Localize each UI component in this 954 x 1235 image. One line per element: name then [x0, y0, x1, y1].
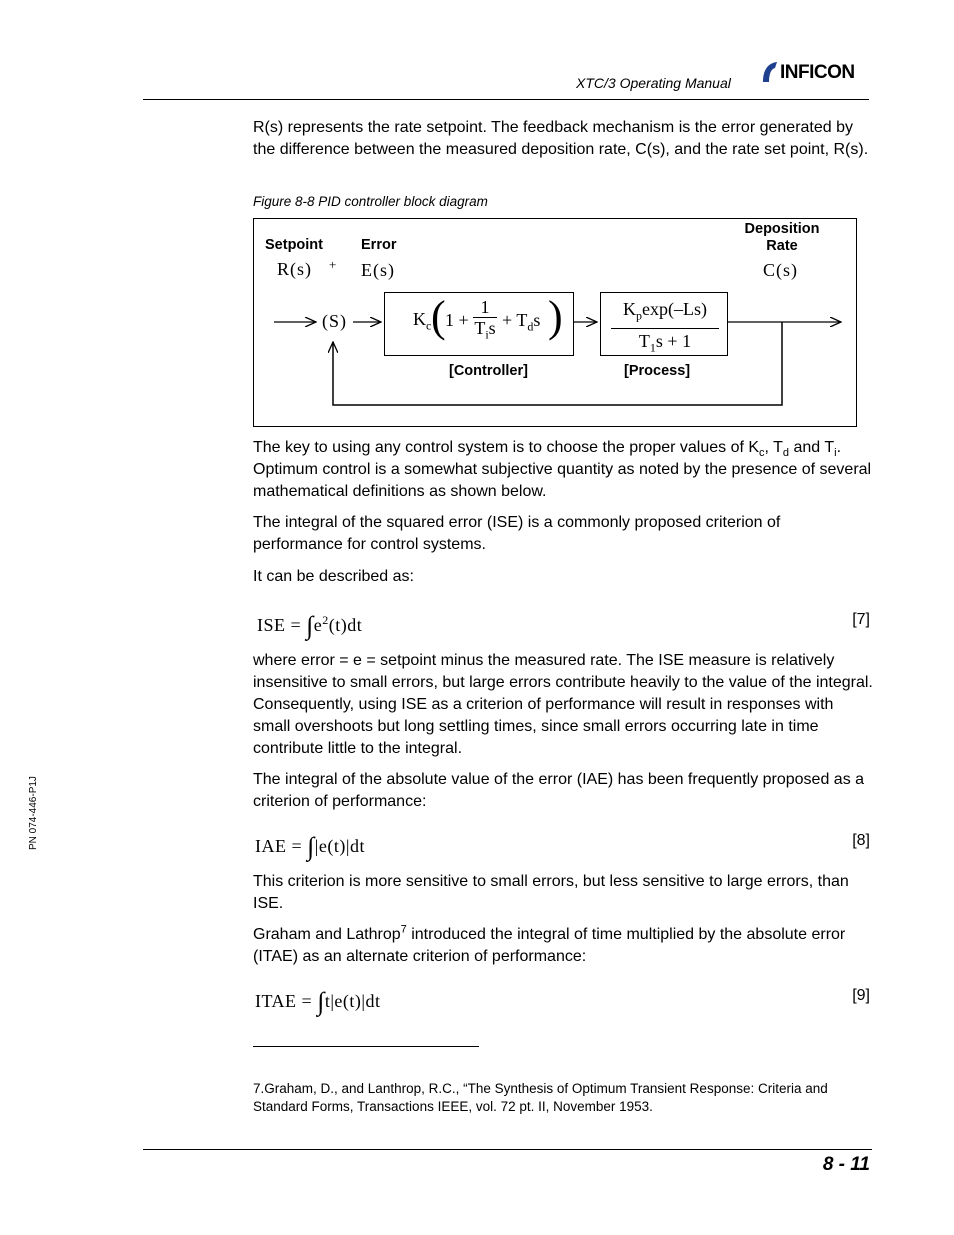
- controller-label: [Controller]: [449, 363, 528, 379]
- controller-formula: $K_c$: [413, 309, 432, 333]
- intro-paragraph: R(s) represents the rate setpoint. The feedback mechanism is the error generated by the difference between the measured deposition rate, C(s), and the rate set point, R(s).: [253, 119, 869, 158]
- footer-rule: [143, 1149, 872, 1150]
- process-block: [600, 292, 728, 356]
- c-of-s: C(s): [763, 260, 798, 280]
- e-of-s: E(s): [361, 260, 395, 280]
- td-term: + $T_ds$: [502, 310, 541, 334]
- footnote-rule: [253, 1046, 479, 1047]
- r-of-s: R(s): [277, 259, 312, 279]
- pid-block-diagram: [253, 218, 857, 427]
- described-as-paragraph: It can be described as:: [253, 568, 414, 585]
- figure-caption: Figure 8-8 PID controller block diagram: [253, 194, 488, 209]
- inficon-logo-icon: [760, 60, 780, 84]
- deposition-label-line1: Deposition: [744, 221, 820, 237]
- deposition-label-line2: Rate: [766, 238, 798, 254]
- controller-block: [384, 292, 574, 356]
- iae-explanation-paragraph: This criterion is more sensitive to small errors, but less sensitive to large errors, than ISE.: [253, 873, 849, 912]
- part-number-side-text: PN 074-446-P1J: [28, 776, 39, 850]
- left-paren: (: [431, 292, 446, 341]
- page-number: 8 - 11: [822, 1154, 870, 1175]
- process-formula: $K_p\exp(-Ls)$ $T_1s + 1$: [611, 297, 719, 359]
- ise-intro-paragraph: The integral of the squared error (ISE) is a commonly proposed criterion of performance for control systems.: [253, 514, 781, 553]
- inficon-logo: [760, 60, 872, 86]
- equation-8: IAE = ∫|e(t)|dt: [255, 832, 365, 861]
- equation-8-number: [8]: [852, 832, 870, 849]
- one-plus: 1 +: [445, 310, 469, 330]
- plus-sign: +: [329, 257, 338, 272]
- equation-9-number: [9]: [852, 987, 870, 1004]
- error-label: Error: [361, 237, 397, 253]
- summing-node: (S): [322, 311, 347, 331]
- manual-title: XTC/3 Operating Manual: [576, 75, 731, 91]
- key-paragraph: The key to using any control system is to choose the proper values of $K_c$, $T_d$ and $T_i$. Optimum control is a somewhat subjective quantity as noted by the presence of several mathematical definitions as shown below.: [253, 439, 872, 500]
- setpoint-label: Setpoint: [265, 237, 323, 253]
- itae-intro-paragraph: Graham and Lathrop$^7$ introduced the integral of time multiplied by the absolute error (ITAE) as an alternate criterion of performance:: [253, 923, 846, 965]
- equation-7-number: [7]: [852, 611, 870, 628]
- iae-intro-paragraph: The integral of the absolute value of the error (IAE) has been frequently proposed as a criterion of performance:: [253, 771, 865, 810]
- logo-text: INFICON: [780, 62, 855, 83]
- fraction-1-over-tis: 1 $T_is$: [473, 297, 497, 345]
- ise-explanation-paragraph: where error = e = setpoint minus the measured rate. The ISE measure is relatively insensitive to small errors, but large errors contribute heavily to the value of the integral. Consequently, using ISE as a criterion of performance will result in responses with small overshoots but long settling times, since small errors occurring late in time contribute little to the integral.: [253, 652, 873, 757]
- header-rule: [143, 99, 869, 100]
- footnote: 7.Graham, D., and Lanthrop, R.C., “The Synthesis of Optimum Transient Response: Criteria and Standard Forms, Transactions IEEE, vol. 72 pt. II, November 1953.: [253, 1081, 828, 1114]
- process-label: [Process]: [624, 363, 691, 379]
- right-paren: ): [548, 292, 563, 341]
- equation-7: ISE = $\int e^2(t)dt$: [257, 611, 363, 640]
- equation-9: ITAE = ∫t|e(t)|dt: [255, 987, 381, 1016]
